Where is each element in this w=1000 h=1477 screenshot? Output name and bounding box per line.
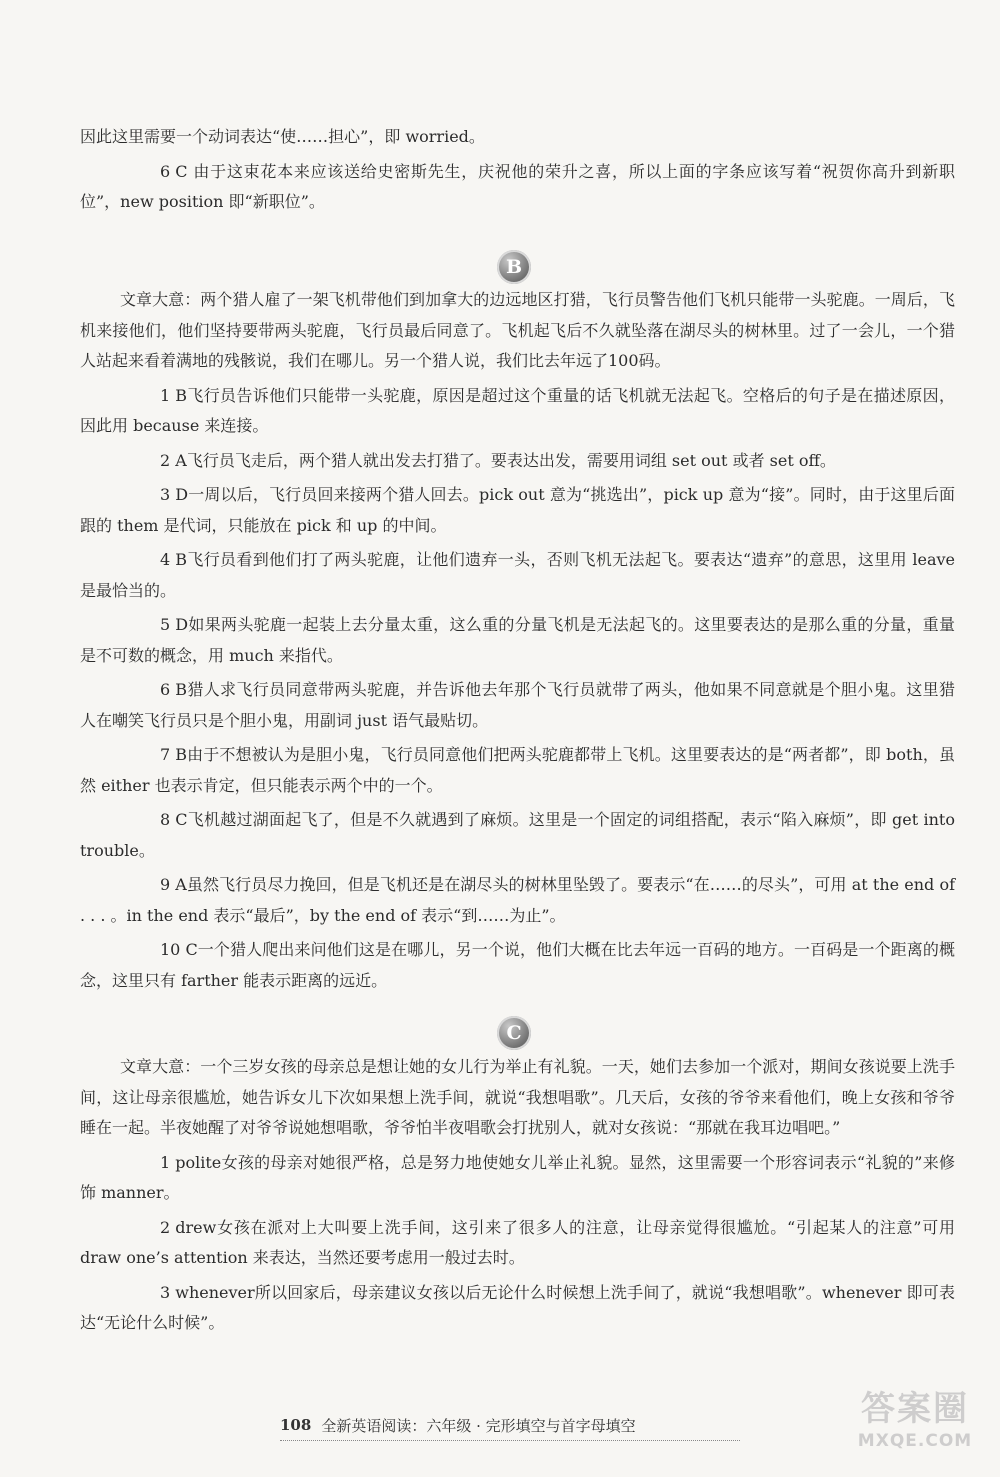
answer-item [80, 935, 955, 996]
answer-item [80, 740, 955, 801]
answer-explanation: 如果两头驼鹿一起装上去分量太重，这么重的分量飞机是无法起飞的。这里要表达的是那么重的分量，重量是不可数的概念，用 much 来指代。 [80, 615, 955, 665]
answer-item [80, 1148, 955, 1209]
answer-key: 3 whenever [160, 1282, 255, 1302]
answer-explanation: 虽然飞行员尽力挽回，但是飞机还是在湖尽头的树林里坠毁了。要表示“在……的尽头”，可用 at the end of . . . 。in the end 表示“最后”，by the end of 表示“到……为止”。 [80, 875, 955, 925]
continuation-paragraph: 因此这里需要一个动词表达“使……担心”，即 worried。 [80, 127, 485, 146]
section-b-summary: 文章大意：两个猎人雇了一架飞机带他们到加拿大的边远地区打猎，飞行员警告他们飞机只能带一头驼鹿。一周后，飞机来接他们，他们坚持要带两头驼鹿，飞行员最后同意了。飞机起飞后不久就坠落在湖尽头的树林里。过了一会儿，一个猎人站起来看着满地的残骸说，我们在哪儿。另一个猎人说，我们比去年远了100码。 [80, 290, 955, 370]
answer-item [80, 870, 955, 931]
page-footer [280, 1410, 740, 1441]
answer-item [80, 805, 955, 866]
watermark-domain: MXQE.COM [857, 1431, 973, 1451]
answer-item [80, 610, 955, 671]
answer-item [80, 545, 955, 606]
section-b-icon: B [497, 250, 531, 284]
answer-item [80, 446, 955, 477]
answer-explanation: 飞行员看到他们打了两头驼鹿，让他们遗弃一头，否则飞机无法起飞。要表达“遗弃”的意思，这里用 leave 是最恰当的。 [80, 550, 955, 600]
section-b-items [80, 381, 955, 997]
watermark-logo [840, 1387, 990, 1477]
watermark-mark: 答案圈 [861, 1389, 969, 1429]
answer-explanation: 一周以后，飞行员回来接两个猎人回去。pick out 意为“挑选出”，pick up 意为“接”。同时，由于这里后面跟的 them 是代词，只能放在 pick 和 up 的中间。 [80, 485, 955, 535]
answer-item [80, 1213, 955, 1274]
answer-key: 6 B [160, 680, 188, 699]
answer-key: 4 B [160, 550, 188, 569]
answer-item [80, 157, 955, 218]
answer-explanation: 猎人求飞行员同意带两头驼鹿，并告诉他去年那个飞行员就带了两头，他如果不同意就是个胆小鬼。这里猎人在嘲笑飞行员只是个胆小鬼，用副词 just 语气最贴切。 [80, 680, 955, 730]
book-title: 全新英语阅读：六年级 · 完形填空与首字母填空 [321, 1416, 636, 1435]
answer-explanation: 飞行员告诉他们只能带一头驼鹿，原因是超过这个重量的话飞机就无法起飞。空格后的句子是在描述原因，因此用 because 来连接。 [80, 385, 955, 435]
section-c [80, 1052, 955, 1343]
answer-explanation: 女孩的母亲对她很严格，总是努力地使她女儿举止礼貌。显然，这里需要一个形容词表示“礼貌的”来修饰 manner。 [80, 1152, 955, 1202]
answer-item [80, 381, 955, 442]
answer-key: 1 B [160, 385, 188, 405]
section-c-icon: C [497, 1016, 531, 1050]
answer-explanation: 飞机越过湖面起飞了，但是不久就遇到了麻烦。这里是一个固定的词组搭配，表示“陷入麻烦”，即 get into trouble。 [80, 810, 955, 860]
answer-key: 6 C [160, 161, 188, 181]
answer-explanation: 由于不想被认为是胆小鬼，飞行员同意他们把两头驼鹿都带上飞机。这里要表达的是“两者都”，即 both，虽然 either 也表示肯定，但只能表示两个中的一个。 [80, 745, 955, 795]
section-b [80, 285, 955, 1000]
top-section [80, 122, 955, 222]
answer-key: 9 A [160, 875, 187, 894]
answer-key: 2 A [160, 450, 187, 470]
answer-explanation: 飞行员飞走后，两个猎人就出发去打猎了。要表达出发，需要用词组 set out 或者 set off。 [186, 450, 836, 470]
answer-key: 5 D [160, 615, 189, 634]
answer-explanation: 一个猎人爬出来问他们这是在哪儿，另一个说，他们大概在比去年远一百码的地方。一百码是一个距离的概念，这里只有 farther 能表示距离的远近。 [80, 940, 955, 990]
answer-explanation: 由于这束花本来应该送给史密斯先生，庆祝他的荣升之喜，所以上面的字条应该写着“祝贺你高升到新职位”，new position 即“新职位”。 [80, 161, 955, 211]
answer-key: 1 polite [160, 1152, 222, 1172]
answer-explanation: 女孩在派对上大叫要上洗手间，这引来了很多人的注意，让母亲觉得很尴尬。“引起某人的注意”可用 draw one’s attention 来表达，当然还要考虑用一般过去时。 [80, 1217, 955, 1267]
answer-key: 8 C [160, 810, 188, 829]
answer-key: 2 drew [160, 1217, 217, 1237]
answer-item [80, 675, 955, 736]
answer-item [80, 480, 955, 541]
answer-key: 7 B [160, 745, 188, 764]
section-c-summary: 文章大意：一个三岁女孩的母亲总是想让她的女儿行为举止有礼貌。一天，她们去参加一个派对，期间女孩说要上洗手间，这让母亲很尴尬，她告诉女儿下次如果想上洗手间，就说“我想唱歌”。几天后，女孩的爷爷来看他们，晚上女孩和爷爷睡在一起。半夜她醒了对爷爷说她想唱歌，爷爷怕半夜唱歌会打扰别人，就对女孩说：“那就在我耳边唱吧。” [80, 1057, 955, 1137]
answer-key: 10 C [160, 940, 198, 959]
section-c-items [80, 1148, 955, 1339]
answer-key: 3 D [160, 485, 189, 504]
answer-explanation: 所以回家后，母亲建议女孩以后无论什么时候想上洗手间了，就说“我想唱歌”。whenever 即可表达“无论什么时候”。 [80, 1282, 955, 1332]
answer-item [80, 1278, 955, 1339]
page-number: 108 [280, 1416, 312, 1434]
